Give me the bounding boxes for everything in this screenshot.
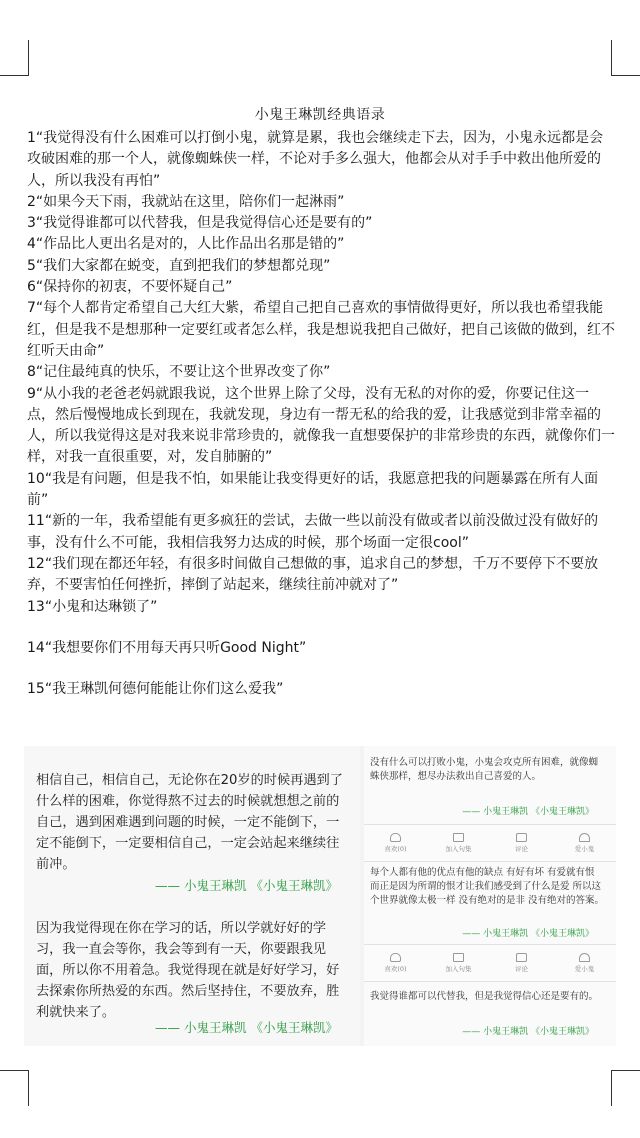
quote-item: 9“从小我的老爸老妈就跟我说，这个世界上除了父母，没有无私的对你的爱，你要记住这一点，然后慢慢地成长到现在，我就发现，身边有一帮无私的给我的爱，让我感觉到非常幸福的人，所以我觉得这是对我来说非常珍贵的，就像我一直想要保护的非常珍贵的东西，就像你们一样，对我一直很重要，对，发自肺腑的” <box>27 385 615 466</box>
comment-button[interactable] <box>497 833 547 853</box>
crop-mark-tr-v <box>611 40 612 76</box>
quote-item: 10“我是有问题，但是我不怕，如果能让我变得更好的话，我愿意把我的问题暴露在所有人面前” <box>27 470 599 509</box>
quote-card-left <box>24 746 360 1046</box>
card-toolbar <box>364 944 616 982</box>
collection-label: 加入句集 <box>445 965 472 973</box>
quote-card-small <box>364 746 616 864</box>
quote-item: 2“如果今天下雨，我就站在这里，陪你们一起淋雨” <box>27 193 345 210</box>
quote-card-small <box>364 988 616 1046</box>
like-button[interactable] <box>371 833 421 853</box>
quote-item: 1“我觉得没有什么困难可以打倒小鬼，就算是累，我也会继续走下去，因为，小鬼永远都是会攻破困难的那一个人，就像蜘蛛侠一样，不论对手多么强大，他都会从对手手中救出他所爱的人，所以我没有再怕” <box>27 130 604 189</box>
document-title: 小鬼王琳凯经典语录 <box>254 107 386 123</box>
card-quote-text: 我觉得谁都可以代替我，但是我觉得信心还是要有的。 <box>370 991 599 1002</box>
card-attribution: —— 小鬼王琳凯 《小鬼王琳凯》 <box>462 1027 594 1037</box>
crop-mark-tr-h <box>612 75 640 76</box>
comment-button[interactable] <box>497 953 547 973</box>
collection-label: 加入句集 <box>445 845 472 853</box>
card-attribution: —— 小鬼王琳凯 《小鬼王琳凯》 <box>155 1020 338 1035</box>
quote-item: 11“新的一年，我希望能有更多疯狂的尝试，去做一些以前没有做或者以前没做过没有做好的事，没有什么不可能，我相信我努力达成的时候，那个场面一定很cool” <box>27 513 599 551</box>
screenshot-collage <box>24 746 616 1046</box>
comment-label: 评论 <box>515 845 528 853</box>
heart-icon <box>390 833 401 842</box>
card-quote-text: 相信自己，相信自己，无论你在20岁的时候再遇到了什么样的困难，你觉得熬不过去的时候就想想之前的自己，遇到困难遇到问题的时候，一定不能倒下，一定不能倒下，一定要相信自己，一定会站起来继续往前冲。 <box>36 773 343 872</box>
quote-item: 5“我们大家都在蜕变，直到把我们的梦想都兑现” <box>27 257 331 274</box>
quote-card-small <box>364 864 616 988</box>
quote-item: 6“保持你的初衷，不要怀疑自己” <box>27 279 233 296</box>
comment-icon <box>516 953 527 962</box>
quote-item: 13“小鬼和达琳锁了” <box>27 598 158 615</box>
user-icon <box>579 953 590 962</box>
card-quote-text: 没有什么可以打败小鬼，小鬼会攻克所有困难，就像蜘蛛侠那样，想尽办法救出自己喜爱的人。 <box>370 757 599 782</box>
quote-item: 12“我们现在都还年轻，有很多时间做自己想做的事，追求自己的梦想，千万不要停下不要放弃，不要害怕任何挫折，摔倒了站起来，继续往前冲就对了” <box>27 555 599 594</box>
like-label: 喜欢(0) <box>384 965 407 973</box>
crop-mark-bl-h <box>0 1070 28 1071</box>
crop-mark-br-h <box>612 1070 640 1071</box>
quote-item: 15“我王琳凯何德何能能让你们这么爱我” <box>27 681 284 698</box>
user-icon <box>579 833 590 842</box>
comment-icon <box>516 833 527 842</box>
quote-list <box>27 128 617 700</box>
add-to-collection-button[interactable] <box>434 833 484 853</box>
quote-item: 8“记住最纯真的快乐，不要让这个世界改变了你” <box>27 364 331 381</box>
quote-item: 3“我觉得谁都可以代替我，但是我觉得信心还是要有的” <box>27 215 373 232</box>
author-label: 爱小鬼 <box>574 965 595 973</box>
author-button[interactable] <box>560 953 610 973</box>
quote-item: 4“作品比人更出名是对的，人比作品出名那是错的” <box>27 236 345 253</box>
quote-item: 14“我想要你们不用每天再只听Good Night” <box>27 639 307 656</box>
add-to-collection-button[interactable] <box>434 953 484 973</box>
author-button[interactable] <box>560 833 610 853</box>
card-quote-text: 因为我觉得现在你在学习的话，所以学就好好的学习，我一直会等你，我会等到有一天，你要跟我见面，所以你不用着急。我觉得现在就是好好学习，好去探索你所热爱的东西。然后坚持住，不要放弃，胜利就快来了。 <box>36 921 340 1020</box>
crop-mark-br-v <box>611 1070 612 1106</box>
card-attribution: —— 小鬼王琳凯 《小鬼王琳凯》 <box>462 929 594 939</box>
like-button[interactable] <box>371 953 421 973</box>
folder-icon <box>453 953 464 962</box>
comment-label: 评论 <box>515 965 528 973</box>
folder-icon <box>453 833 464 842</box>
card-attribution: —— 小鬼王琳凯 《小鬼王琳凯》 <box>155 878 338 893</box>
like-label: 喜欢(0) <box>384 845 407 853</box>
quote-card-column-right <box>364 746 616 1046</box>
card-quote-text: 每个人都有他的优点有他的缺点 有好有坏 有爱就有恨 而正是因为所谓的恨才让我们感受到了什么是爱 所以这个世界就像太极一样 没有绝对的是非 没有绝对的答案。 <box>370 867 605 906</box>
quote-item: 7“每个人都肯定希望自己大红大紫，希望自己把自己喜欢的事情做得更好，所以我也希望我能红，但是我不是想那种一定要红或者怎么样，我是想说我把自己做好，把自己该做的做到，红不红听天由命” <box>27 300 615 359</box>
crop-mark-bl-v <box>28 1070 29 1106</box>
author-label: 爱小鬼 <box>574 845 595 853</box>
heart-icon <box>390 953 401 962</box>
crop-mark-tl-v <box>28 40 29 76</box>
card-attribution: —— 小鬼王琳凯 《小鬼王琳凯》 <box>462 807 594 817</box>
card-toolbar <box>364 824 616 862</box>
crop-mark-tl-h <box>0 75 28 76</box>
